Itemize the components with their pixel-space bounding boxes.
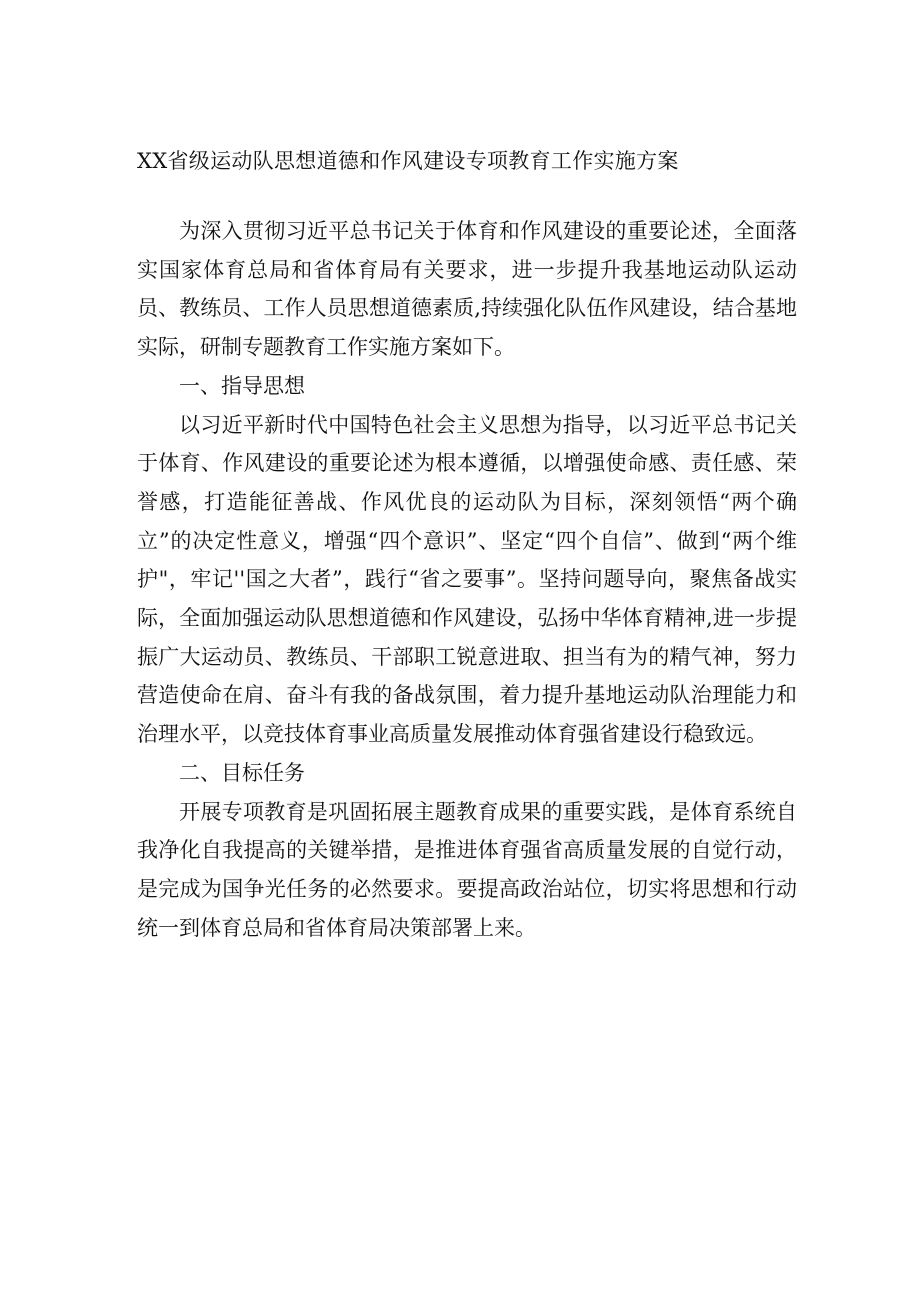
section-heading-objectives: 二、目标任务 xyxy=(179,760,305,785)
guiding-ideology-paragraph: 以习近平新时代中国特色社会主义思想为指导，以习近平总书记关于体育、作风建设的重要论述为根本遵循，以增强使命感、责任感、荣誉感，打造能征善战、作风优良的运动队为目标，深刻领悟“两个确立”的决定性意义，增强“四个意识”、坚定“四个自信”、做到“两个维护"，牢记''国之大者”，践行“省之要事”。坚持问题导向，聚焦备战实际，全面加强运动队思想道德和作风建设，弘扬中华体育精神,进一步提振广大运动员、教练员、干部职工锐意进取、担当有为的精气神，努力营造使命在肩、奋斗有我的备战氛围，着力提升基地运动队治理能力和治理水平，以竞技体育事业高质量发展推动体育强省建设行稳致远。 xyxy=(137,412,797,747)
objectives-paragraph: 开展专项教育是巩固拓展主题教育成果的重要实践，是体育系统自我净化自我提高的关键举措，是推进体育强省高质量发展的自觉行动，是完成为国争光任务的必然要求。要提高政治站位，切实将思想和行动统一到体育总局和省体育局决策部署上来。 xyxy=(137,799,797,940)
document-title: XX省级运动队思想道德和作风建设专项教育工作实施方案 xyxy=(137,149,679,173)
section-heading-guiding-ideology: 一、指导思想 xyxy=(179,373,305,398)
intro-paragraph: 为深入贯彻习近平总书记关于体育和作风建设的重要论述，全面落实国家体育总局和省体育局有关要求，进一步提升我基地运动队运动员、教练员、工作人员思想道德素质,持续强化队伍作风建设，结合基地实际，研制专题教育工作实施方案如下。 xyxy=(137,219,797,360)
document-body xyxy=(137,212,797,947)
